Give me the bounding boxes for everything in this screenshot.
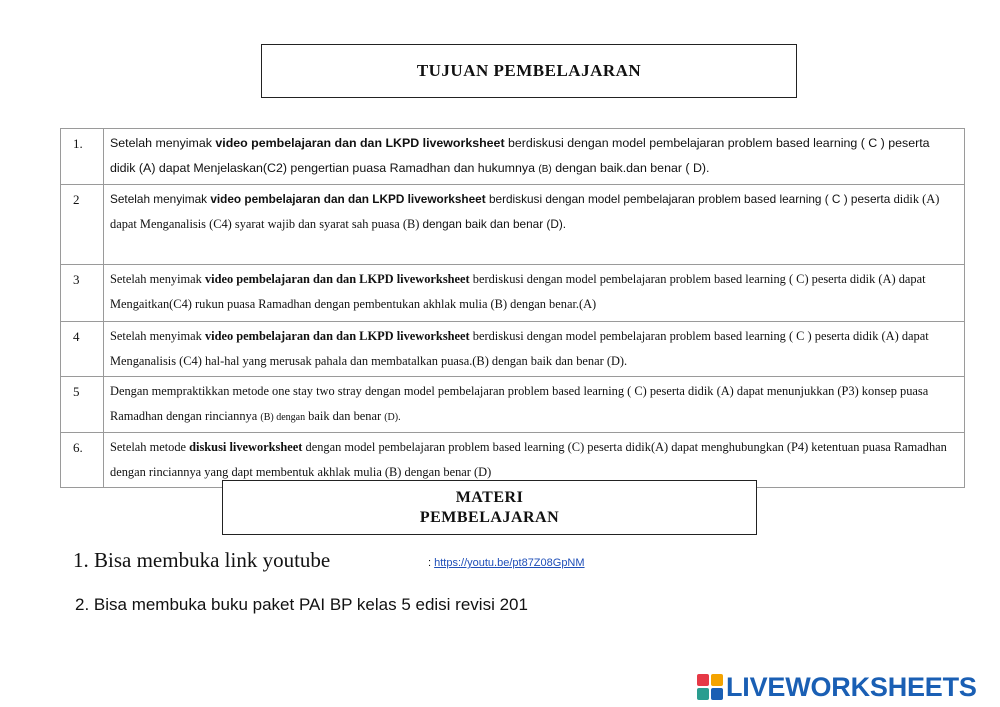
liveworksheets-wordmark: LIVEWORKSHEETS bbox=[726, 671, 977, 702]
table-row bbox=[61, 185, 965, 265]
link-separator: : bbox=[428, 557, 435, 569]
objective-text: Setelah menyimak video pembelajaran dan dan LKPD liveworksheet berdiskusi dengan model pembelajaran problem based learning ( C ) peserta didik (A) dapat Menganalisis (C4) syarat wajib dan syarat sah puasa (B) dengan baik dan benar (D). bbox=[104, 185, 965, 265]
objective-text: Setelah menyimak video pembelajaran dan dan LKPD liveworksheet berdiskusi dengan model pembelajaran problem based learning ( C ) peserta didik (A) dapat Menganalisis (C4) hal-hal yang merusak pahala dan membatalkan puasa.(B) dengan baik dan benar (D). bbox=[104, 322, 965, 377]
tujuan-title-box bbox=[261, 44, 797, 98]
table-row bbox=[61, 377, 965, 433]
materi-title-line2: PEMBELAJARAN bbox=[419, 508, 560, 526]
row-number: 1. bbox=[61, 129, 104, 185]
row-number: 5 bbox=[61, 377, 104, 433]
materi-title-box bbox=[222, 480, 757, 535]
youtube-link-row bbox=[428, 557, 585, 569]
table-row bbox=[61, 322, 965, 377]
logo-tile bbox=[711, 688, 723, 700]
materi-item-1: 1. Bisa membuka link youtube bbox=[73, 548, 331, 572]
row-number: 3 bbox=[61, 265, 104, 322]
objective-text: Dengan mempraktikkan metode one stay two stray dengan model pembelajaran problem based learning ( C) peserta didik (A) dapat menunjukkan (P3) konsep puasa Ramadhan dengan rinciannya (B) dengan baik dan benar (D). bbox=[104, 377, 965, 433]
logo-tile bbox=[711, 674, 723, 686]
logo-tile bbox=[697, 688, 709, 700]
table-row bbox=[61, 129, 965, 185]
objective-text: Setelah menyimak video pembelajaran dan dan LKPD liveworksheet berdiskusi dengan model pembelajaran problem based learning ( C) peserta didik (A) dapat Mengaitkan(C4) rukun puasa Ramadhan dengan pembentukan akhlak mulia (B) dengan benar.(A) bbox=[104, 265, 965, 322]
row-number: 4 bbox=[61, 322, 104, 377]
objective-text: Setelah menyimak video pembelajaran dan dan LKPD liveworksheet berdiskusi dengan model pembelajaran problem based learning ( C ) peserta didik (A) dapat Menjelaskan(C2) pengertian puasa Ramadhan dan hukumnya (B) dengan baik.dan benar ( D). bbox=[104, 129, 965, 185]
row-number: 6. bbox=[61, 433, 104, 488]
liveworksheets-brand[interactable] bbox=[697, 672, 977, 702]
materi-title-line1: MATERI bbox=[455, 488, 524, 506]
objective-text: Setelah metode diskusi liveworksheet dengan model pembelajaran problem based learning (C) peserta didik(A) dapat menghubungkan (P4) ketentuan puasa Ramadhan dengan rinciannya yang dapt membentuk akhlak mulia (B) dengan benar (D) bbox=[104, 433, 965, 488]
objectives-table bbox=[60, 128, 965, 488]
liveworksheets-logo-icon bbox=[697, 674, 723, 700]
table-row bbox=[61, 265, 965, 322]
youtube-link[interactable]: https://youtu.be/pt87Z08GpNM bbox=[434, 557, 585, 569]
materi-item-2: 2. Bisa membuka buku paket PAI BP kelas 5 edisi revisi 201 bbox=[75, 595, 528, 614]
row-number: 2 bbox=[61, 185, 104, 265]
logo-tile bbox=[697, 674, 709, 686]
tujuan-title: TUJUAN PEMBELAJARAN bbox=[416, 61, 642, 80]
